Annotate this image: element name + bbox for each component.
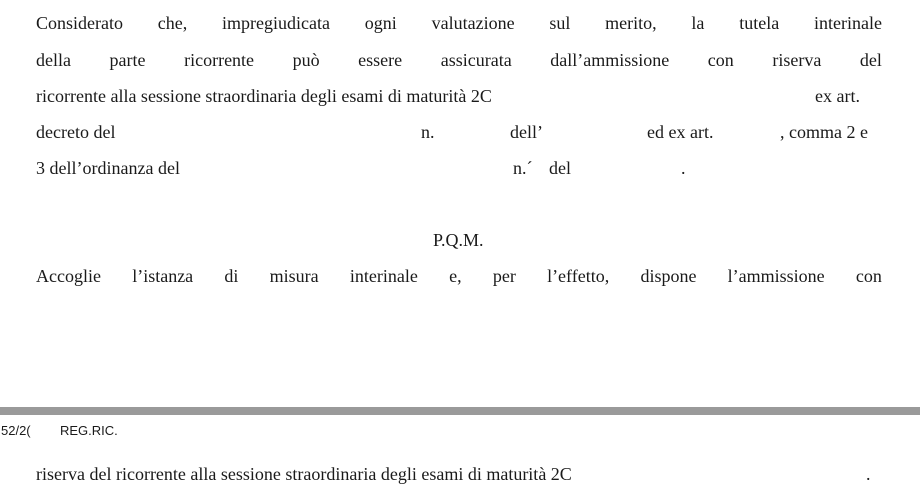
paragraph-2-line-1-word: con [855,266,882,286]
line-2-word: può [292,50,320,70]
section-heading: P.Q.M. [433,230,484,250]
line-4-part-a: decreto del [36,122,116,142]
line-1-word: interinale [813,13,882,33]
paragraph-line-3 [36,84,492,108]
paragraph-2-line-1-word: di [224,266,239,286]
paragraph-line-2 [36,48,882,72]
line-1-word: sul [549,13,571,33]
page-2-paragraph-line-1 [36,462,572,486]
page-2-line-1-tail: . [866,464,871,484]
paragraph-2-line-1-word: Accoglie [36,266,101,286]
line-1-word: ogni [364,13,397,33]
paragraph-2-line-1-word: dispone [640,266,697,286]
line-1-word: la [691,13,705,33]
paragraph-2-line-1-word: misura [269,266,319,286]
line-5-part-b: n.´ [513,158,533,178]
line-2-word: del [859,50,882,70]
paragraph-2-line-1-word: l’istanza [132,266,194,286]
line-5-part-a: 3 dell’ordinanza del [36,158,180,178]
line-4-part-b: n. [421,122,435,142]
line-3-tail: ex art. [815,86,860,106]
line-1-word: che, [157,13,188,33]
line-1-word: valutazione [431,13,515,33]
line-2-word: riserva [772,50,822,70]
line-4-part-c: dell’ [510,122,543,142]
line-5-part-d: . [681,158,686,178]
line-3-text: ricorrente alla sessione straordinaria degli esami di maturità 2C [36,86,492,106]
line-2-word: ricorrente [184,50,255,70]
paragraph-2-line-1 [36,264,882,288]
line-2-word: dall’ammissione [550,50,670,70]
page-2-line-1-text: riserva del ricorrente alla sessione straordinaria degli esami di maturità 2C [36,464,572,484]
paragraph-2-line-1-word: l’effetto, [547,266,610,286]
line-2-word: essere [358,50,403,70]
line-2-word: parte [109,50,146,70]
paragraph-2-line-1-word: e, [449,266,462,286]
paragraph-2-line-1-word: l’ammissione [727,266,825,286]
line-4-part-d: ed ex art. [647,122,714,142]
page-header-label: REG.RIC. [60,423,118,438]
page-break-divider [0,407,920,415]
line-1-word: merito, [605,13,657,33]
line-5-part-c: del [549,158,571,178]
paragraph-2-line-1-word: per [492,266,516,286]
paragraph-line-1 [36,11,882,35]
line-2-word: della [36,50,71,70]
line-2-word: assicurata [440,50,512,70]
line-1-word: Considerato [36,13,123,33]
line-4-part-e: , comma 2 e [780,122,868,142]
paragraph-2-line-1-word: interinale [349,266,418,286]
line-2-word: con [707,50,734,70]
line-1-word: tutela [739,13,780,33]
page-header-number: 52/2( [1,423,31,438]
line-1-word: impregiudicata [222,13,331,33]
